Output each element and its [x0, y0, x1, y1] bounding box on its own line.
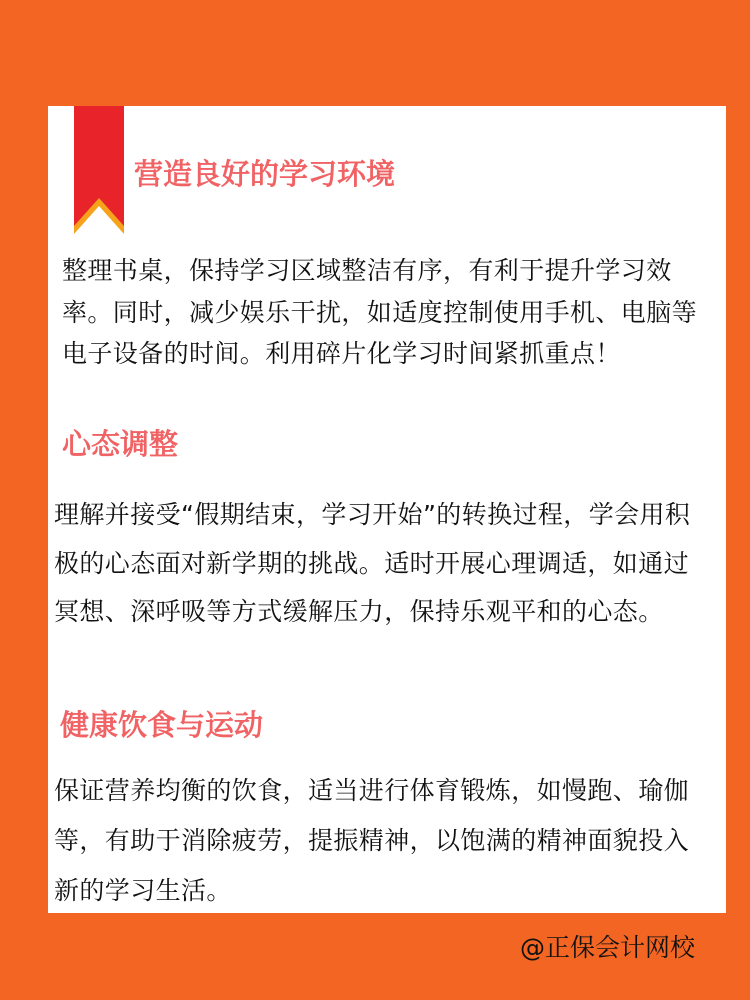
bookmark-ribbon-icon [74, 106, 124, 238]
section-heading-mindset: 心态调整 [62, 427, 179, 461]
footer-watermark: @正保会计网校 [520, 933, 696, 962]
section-body-environment: 整理书桌，保持学习区域整洁有序，有利于提升学习效率。同时，减少娱乐干扰，如适度控制使用手机、电脑等电子设备的时间。利用碎片化学习时间紧抓重点！ [62, 256, 698, 368]
section-heading-environment: 营造良好的学习环境 [134, 157, 396, 191]
section-body-mindset: 理解并接受“假期结束，学习开始”的转换过程，学会用积极的心态面对新学期的挑战。适时开展心理调适，如通过冥想、深呼吸等方式缓解压力，保持乐观平和的心态。 [54, 500, 691, 626]
section-body-health: 保证营养均衡的饮食，适当进行体育锻炼，如慢跑、瑜伽等，有助于消除疲劳，提振精神，以饱满的精神面貌投入新的学习生活。 [54, 776, 690, 905]
section-heading-health: 健康饮食与运动 [60, 708, 264, 742]
